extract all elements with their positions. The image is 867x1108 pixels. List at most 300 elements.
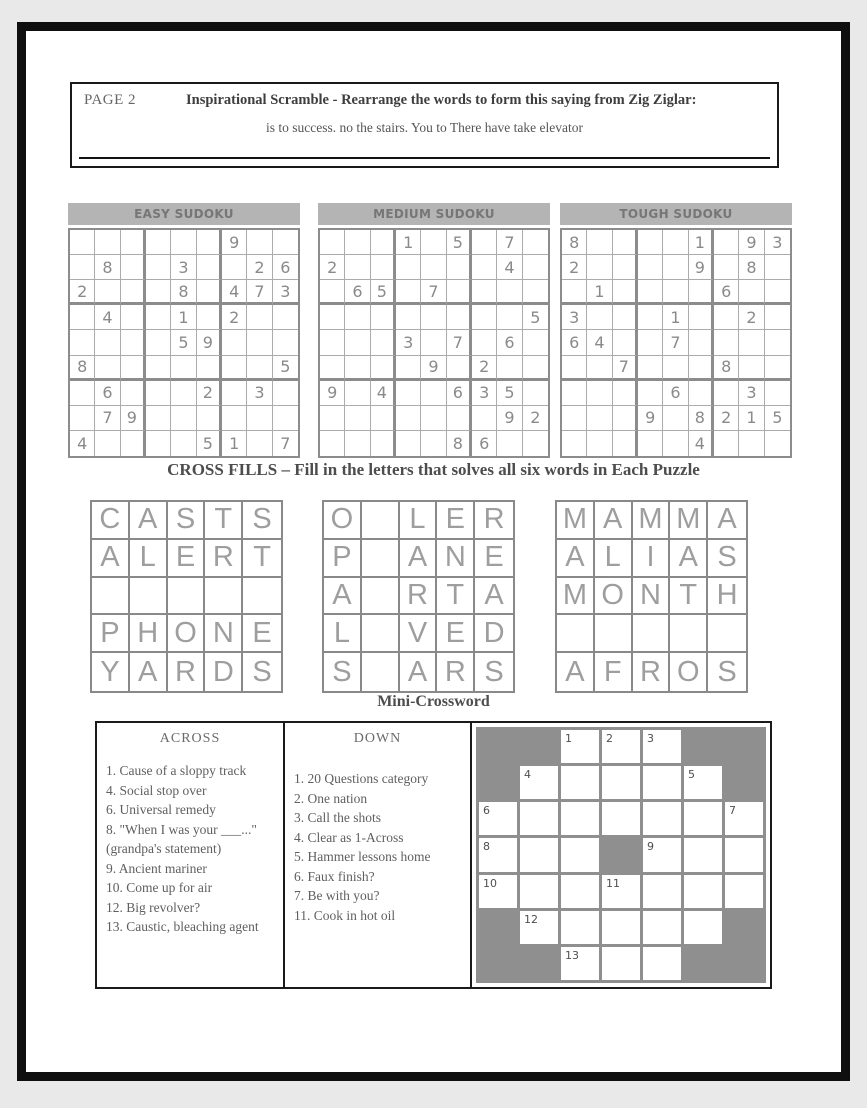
sudoku-cell (146, 230, 171, 255)
crossword-box (95, 721, 772, 989)
sudoku-cell: 2 (562, 255, 587, 280)
crossfill-cell: C (92, 502, 130, 540)
sudoku-cell (714, 330, 739, 355)
crossfill-cell: M (557, 502, 595, 540)
sudoku-cell (345, 381, 370, 406)
sudoku-cell (587, 381, 612, 406)
sudoku-cell (447, 406, 472, 431)
sudoku-cell: 7 (497, 230, 522, 255)
sudoku-cell (714, 431, 739, 456)
sudoku-cell (638, 330, 663, 355)
sudoku-cell (371, 330, 396, 355)
crossword-cell (520, 875, 558, 908)
sudoku-cell (472, 255, 497, 280)
sudoku-cell (765, 431, 790, 456)
clue: 6. Universal remedy (106, 802, 216, 817)
sudoku-cell (171, 356, 196, 381)
crossfill-cell: N (633, 578, 671, 616)
across-clue-list (106, 761, 279, 937)
crossfill-cell (205, 578, 243, 616)
sudoku-cell (663, 406, 688, 431)
sudoku-cell: 9 (497, 406, 522, 431)
crossword-cell (725, 802, 763, 835)
clue: 4. Social stop over (106, 782, 207, 798)
header-row (72, 84, 777, 109)
sudoku-cell (320, 431, 345, 456)
tough-sudoku-block (560, 203, 792, 458)
crossfill-cell: S (324, 653, 362, 691)
sudoku-cell: 4 (587, 330, 612, 355)
crossword-cell (684, 911, 722, 944)
clue: 4. Clear as 1-Across (294, 829, 404, 845)
crossword-block (479, 730, 517, 763)
scramble-header-box (70, 82, 779, 168)
sudoku-cell: 1 (396, 230, 421, 255)
sudoku-cell (421, 406, 446, 431)
sudoku-cell (171, 381, 196, 406)
crossword-cell (643, 802, 681, 835)
sudoku-cell (345, 330, 370, 355)
crossword-cell (561, 802, 599, 835)
sudoku-cell (472, 330, 497, 355)
sudoku-cell (222, 356, 247, 381)
crossword-block (684, 730, 722, 763)
easy-sudoku-block (68, 203, 300, 458)
clue: 1. 20 Questions category (294, 771, 429, 786)
clue-number: 10 (483, 876, 497, 890)
sudoku-cell (562, 406, 587, 431)
clue-number: 5 (688, 768, 695, 782)
crossfill-cell (243, 578, 281, 616)
sudoku-cell (320, 356, 345, 381)
crossfills-heading: CROSS FILLS – Fill in the letters that solves all six words in Each Puzzle (167, 460, 700, 479)
sudoku-cell (95, 280, 120, 305)
crossfill-grid-2 (322, 500, 515, 693)
sudoku-cell: 5 (371, 280, 396, 305)
sudoku-cell (765, 330, 790, 355)
sudoku-cell (345, 431, 370, 456)
sudoku-cell (739, 431, 764, 456)
clue: (grandpa's statement) (106, 841, 222, 856)
sudoku-cell: 8 (739, 255, 764, 280)
clue: 9. Ancient mariner (106, 860, 207, 876)
crossfill-cell: L (400, 502, 438, 540)
clue-number: 6 (483, 804, 490, 818)
sudoku-cell (689, 356, 714, 381)
sudoku-cell (121, 305, 146, 330)
sudoku-cell (587, 431, 612, 456)
sudoku-cell (371, 406, 396, 431)
sudoku-cell (497, 431, 522, 456)
sudoku-cell (273, 330, 298, 355)
sudoku-cell: 7 (280, 433, 291, 453)
sudoku-cell (396, 431, 421, 456)
sudoku-cell (523, 381, 548, 406)
crossfill-cell: E (437, 615, 475, 653)
crossfill-cell: M (633, 502, 671, 540)
clue-number: 9 (647, 840, 654, 854)
sudoku-cell (197, 305, 222, 330)
sudoku-cell (345, 406, 370, 431)
sudoku-cell (663, 356, 688, 381)
sudoku-cell (320, 280, 345, 305)
sudoku-cell (587, 305, 612, 330)
sudoku-cell (146, 255, 171, 280)
sudoku-cell (562, 356, 587, 381)
sudoku-cell (562, 381, 587, 406)
crossfill-cell: O (595, 578, 633, 616)
crossword-cell (561, 911, 599, 944)
sudoku-cell (663, 255, 688, 280)
sudoku-cell (765, 255, 790, 280)
crossfill-cell: R (400, 578, 438, 616)
sudoku-cell (396, 356, 421, 381)
crossfill-cell: T (205, 502, 243, 540)
sudoku-cell (765, 356, 790, 381)
crossword-cell (602, 766, 640, 799)
sudoku-cell (320, 406, 345, 431)
crossword-block (520, 947, 558, 980)
sudoku-cell (320, 330, 345, 355)
sudoku-cell (371, 305, 396, 330)
sudoku-cell: 3 (562, 305, 587, 330)
crossfill-cell: S (252, 655, 272, 688)
medium-sudoku-block (318, 203, 550, 458)
sudoku-cell: 4 (95, 305, 120, 330)
crossword-cell (643, 730, 681, 763)
down-header: DOWN (353, 731, 402, 746)
crossword-grid (476, 727, 766, 983)
clue-number: 7 (729, 804, 736, 818)
sudoku-cell (421, 330, 446, 355)
sudoku-cell (396, 280, 421, 305)
crossword-block (602, 838, 640, 871)
sudoku-cell (739, 356, 764, 381)
crossfill-cell: L (324, 615, 362, 653)
sudoku-cell (613, 280, 638, 305)
clue: 7. Be with you? (294, 888, 380, 903)
crossfill-cell: S (717, 655, 737, 688)
sudoku-cell (613, 431, 638, 456)
sudoku-cell (421, 381, 446, 406)
sudoku-cell (320, 305, 345, 330)
crossword-cell (725, 838, 763, 871)
crossword-cell (684, 875, 722, 908)
sudoku-cell: 8 (562, 230, 587, 255)
sudoku-cell (70, 255, 95, 280)
sudoku-cell: 2 (523, 406, 548, 431)
sudoku-cell (638, 305, 663, 330)
crossword-cell (520, 911, 558, 944)
crossfill-cell (362, 578, 400, 616)
sudoku-cell (197, 230, 222, 255)
sudoku-cell: 6 (562, 330, 587, 355)
crossfill-cell (595, 615, 633, 653)
sudoku-cell (765, 305, 790, 330)
crossword-cell (479, 838, 517, 871)
sudoku-cell (765, 280, 790, 305)
sudoku-cell: 1 (171, 305, 196, 330)
sudoku-cell (447, 255, 472, 280)
crossfill-cell: S (484, 655, 504, 688)
sudoku-cell (95, 330, 120, 355)
sudoku-cell (171, 431, 196, 456)
sudoku-cell (523, 330, 548, 355)
crossfill-cell: A (400, 653, 438, 691)
crossword-cell (602, 875, 640, 908)
crossword-block (725, 911, 763, 944)
scramble-instructions: Inspirational Scramble - Rearrange the words to form this saying from Zig Ziglar: (186, 92, 697, 108)
sudoku-cell: 2 (472, 356, 497, 381)
crossword-cell (643, 766, 681, 799)
crossword-cell (602, 730, 640, 763)
sudoku-cell: 6 (273, 255, 298, 280)
sudoku-cell (121, 431, 146, 456)
crossfill-cell: P (324, 540, 362, 578)
sudoku-cell (146, 406, 171, 431)
sudoku-cell: 4 (70, 431, 95, 456)
sudoku-cell (70, 330, 95, 355)
sudoku-cell (345, 305, 370, 330)
sudoku-cell (714, 381, 739, 406)
sudoku-cell (663, 431, 688, 456)
sudoku-cell (222, 406, 247, 431)
crossword-cell (684, 766, 722, 799)
sudoku-cell: 1 (739, 406, 764, 431)
crossfill-cell: A (670, 540, 708, 578)
sudoku-cell (739, 280, 764, 305)
sudoku-cell (95, 230, 120, 255)
crossfill-cell: S (168, 502, 206, 540)
crossfill-cell: A (324, 578, 362, 616)
sudoku-cell: 6 (345, 280, 370, 305)
crossfill-cell: R (437, 653, 475, 691)
sudoku-cell: 4 (689, 431, 714, 456)
crossfill-grid-1 (90, 500, 283, 693)
sudoku-cell (497, 280, 522, 305)
sudoku-cell: 2 (247, 255, 272, 280)
crossfill-cell: R (475, 502, 513, 540)
crossword-cell (684, 838, 722, 871)
sudoku-cell (689, 280, 714, 305)
sudoku-cell (70, 305, 95, 330)
clue: 12. Big revolver? (106, 899, 201, 915)
sudoku-cell: 9 (638, 406, 663, 431)
sudoku-cell (273, 406, 298, 431)
sudoku-cell (523, 255, 548, 280)
sudoku-cell (146, 280, 171, 305)
clue: 10. Come up for air (106, 880, 213, 895)
sudoku-cell (121, 280, 146, 305)
sudoku-cell (472, 406, 497, 431)
crossfill-cell: O (670, 653, 708, 691)
crossfill-cell: A (557, 653, 595, 691)
sudoku-cell: 9 (739, 230, 764, 255)
sudoku-cell (523, 431, 548, 456)
sudoku-cell (447, 356, 472, 381)
crossfill-cell: R (205, 540, 243, 578)
sudoku-cell: 5 (497, 381, 522, 406)
sudoku-cell: 1 (689, 230, 714, 255)
crossword-block (684, 947, 722, 980)
sudoku-cell: 5 (765, 406, 790, 431)
crossfill-cell: R (633, 653, 671, 691)
sudoku-cell (613, 381, 638, 406)
sudoku-cell: 7 (663, 330, 688, 355)
sudoku-cell (247, 406, 272, 431)
sudoku-cell (638, 381, 663, 406)
crossword-cell (561, 838, 599, 871)
sudoku-cell: 7 (421, 280, 446, 305)
sudoku-cell (663, 230, 688, 255)
crossfill-cell: A (130, 502, 168, 540)
crossfill-cell: M (670, 502, 708, 540)
sudoku-cell (663, 280, 688, 305)
crossfill-cell (92, 578, 130, 616)
sudoku-cell: 3 (171, 255, 196, 280)
crossword-cell (561, 730, 599, 763)
sudoku-cell (222, 255, 247, 280)
sudoku-cell (121, 230, 146, 255)
sudoku-cell (345, 255, 370, 280)
sudoku-cell (587, 230, 612, 255)
crossfill-cell: E (168, 540, 206, 578)
clue: 13. Caustic, bleaching agent (106, 919, 259, 934)
sudoku-cell: 2 (70, 280, 95, 305)
sudoku-cell (613, 330, 638, 355)
crossword-cell (561, 947, 599, 980)
sudoku-cell (523, 280, 548, 305)
sudoku-cell (587, 255, 612, 280)
crossfill-cell: A (595, 502, 633, 540)
sudoku-cell (273, 305, 298, 330)
crossword-block (479, 911, 517, 944)
sudoku-cell: 9 (421, 356, 446, 381)
clue-number: 13 (565, 948, 579, 962)
sudoku-cell (247, 356, 272, 381)
crossfill-cell (130, 578, 168, 616)
page-number-label: PAGE 2 (84, 92, 137, 108)
clue: 1. Cause of a sloppy track (106, 763, 247, 778)
crossword-block (725, 947, 763, 980)
sudoku-cell (714, 230, 739, 255)
crossfill-cell (362, 540, 400, 578)
clue-number: 2 (606, 732, 613, 745)
crossfill-cell (362, 502, 400, 540)
sudoku-cell: 3 (247, 381, 272, 406)
sudoku-cell: 4 (371, 381, 396, 406)
sudoku-cell (562, 280, 587, 305)
crossfill-cell (633, 615, 671, 653)
crossword-block (520, 730, 558, 763)
sudoku-cell: 6 (497, 330, 522, 355)
sudoku-cell (638, 280, 663, 305)
crossfill-cell: D (205, 653, 243, 691)
sudoku-cell (421, 305, 446, 330)
crossword-block (479, 766, 517, 799)
sudoku-cell (396, 381, 421, 406)
crossfill-cell (557, 615, 595, 653)
sudoku-cell (396, 406, 421, 431)
sudoku-cell (70, 381, 95, 406)
sudoku-cell (95, 431, 120, 456)
sudoku-cell: 5 (523, 305, 548, 330)
sudoku-cell (146, 330, 171, 355)
crossfill-cell: M (557, 578, 595, 616)
sudoku-cell: 7 (95, 406, 120, 431)
across-clues-column (97, 723, 285, 987)
sudoku-cell (171, 406, 196, 431)
sudoku-cell: 8 (70, 356, 95, 381)
crossfill-cell: N (437, 540, 475, 578)
sudoku-cell (523, 230, 548, 255)
sudoku-cell: 3 (273, 280, 298, 305)
sudoku-cell: 3 (396, 330, 421, 355)
sudoku-cell: 6 (714, 280, 739, 305)
sudoku-cell: 5 (273, 356, 298, 381)
crossword-cell (520, 802, 558, 835)
sudoku-cell (222, 381, 247, 406)
sudoku-cell: 9 (197, 330, 222, 355)
sudoku-cell: 2 (320, 255, 345, 280)
crossfill-cell: I (633, 540, 671, 578)
sudoku-cell (472, 230, 497, 255)
sudoku-cell: 8 (689, 406, 714, 431)
clue-number: 12 (524, 912, 538, 926)
sudoku-cell: 6 (663, 381, 688, 406)
clue-number: 3 (647, 732, 654, 745)
sudoku-cell (613, 406, 638, 431)
sudoku-cell: 9 (121, 406, 146, 431)
sudoku-cell (146, 431, 171, 456)
sudoku-cell: 3 (739, 381, 764, 406)
sudoku-cell: 6 (447, 381, 472, 406)
sudoku-cell (320, 230, 345, 255)
crossword-cell (479, 802, 517, 835)
down-clue-list (294, 769, 466, 925)
crossword-cell (643, 911, 681, 944)
sudoku-cell: 3 (765, 230, 790, 255)
easy-sudoku-title-bar: EASY SUDOKU (68, 203, 300, 225)
sudoku-cell (714, 305, 739, 330)
sudoku-cell (247, 330, 272, 355)
sudoku-cell (222, 330, 247, 355)
puzzle-page (17, 22, 850, 1081)
sudoku-cell (247, 230, 272, 255)
sudoku-cell: 6 (95, 381, 120, 406)
medium-sudoku-grid (318, 228, 550, 458)
crossfill-cell: O (324, 502, 362, 540)
down-clues-column (285, 723, 472, 987)
sudoku-cell (146, 356, 171, 381)
crossfill-cell: F (595, 653, 633, 691)
sudoku-cell (613, 255, 638, 280)
crossfill-cell: L (130, 540, 168, 578)
crossword-cell (561, 875, 599, 908)
crossword-cell (602, 911, 640, 944)
sudoku-cell (273, 230, 298, 255)
sudoku-cell: 1 (663, 305, 688, 330)
clue: 8. "When I was your ___..." (106, 821, 257, 837)
crossword-cell (561, 766, 599, 799)
clue: 6. Faux finish? (294, 868, 375, 884)
sudoku-cell (714, 255, 739, 280)
scramble-words: is to success. no the stairs. You to There have take elevator (266, 120, 583, 135)
sudoku-cell (371, 255, 396, 280)
crossword-cell (643, 838, 681, 871)
sudoku-cell: 2 (714, 406, 739, 431)
sudoku-cell (171, 230, 196, 255)
